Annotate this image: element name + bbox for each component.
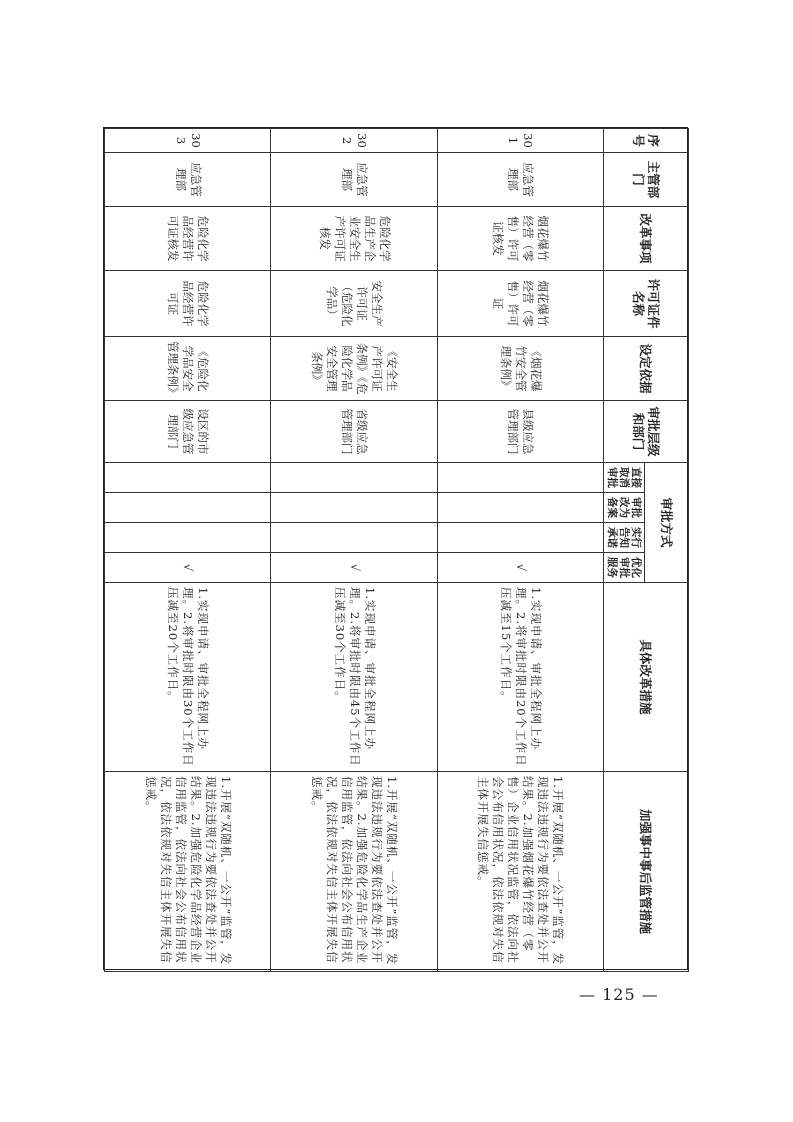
header-supervision: 加强事中事后监管措施 (604, 772, 689, 972)
cell-cancel (437, 463, 603, 493)
cell-item: 危险化学品经营许可证核发 (105, 207, 271, 271)
cell-basis: 《危险化学品安全管理条例》 (105, 337, 271, 401)
page-number: — 125 — (579, 985, 659, 1004)
cell-supervision: 1.开展“双随机、一公开”监管，发现违法违规行为要依法查处并公开结果。2.加强危险化学品经营企业信用监管，依法向社会公布信用状况，依法依规对失信主体开展失信惩戒。 (105, 772, 271, 972)
reform-table-rotated (104, 128, 689, 971)
cell-filing (271, 493, 437, 523)
cell-measures: 1.实现申请、审批全程网上办理。2.将审批时限由30个工作日压减至20个工作日。 (105, 583, 271, 772)
header-license: 许可证件名称 (604, 271, 689, 337)
cell-supervision: 1.开展“双随机、一公开”监管，发现违法违规行为要依法查处并公开结果。2.加强危险化学品生产企业信用监管，依法向社会公布信用状况，依法依规对失信主体开展失信惩戒。 (271, 772, 437, 972)
header-item: 改革事项 (604, 207, 689, 271)
cell-seq: 303 (105, 129, 271, 153)
cell-license: 危险化学品经营许可证 (105, 271, 271, 337)
header-optimize: 优化审批服务 (604, 553, 645, 583)
cell-notify (271, 523, 437, 553)
reform-table (104, 128, 689, 972)
header-approval-mode: 审批方式 (645, 463, 689, 583)
cell-cancel (271, 463, 437, 493)
cell-notify (437, 523, 603, 553)
header-basis: 设定依据 (604, 337, 689, 401)
cell-item: 烟花爆竹经营（零售）许可证核发 (437, 207, 603, 271)
cell-notify (105, 523, 271, 553)
header-cancel: 直接取消审批 (604, 463, 645, 493)
table-row (437, 129, 603, 972)
cell-filing (105, 493, 271, 523)
cell-seq: 301 (437, 129, 603, 153)
cell-basis: 《安全生产许可证条例》《危险化学品安全管理条例》 (271, 337, 437, 401)
table-frame (103, 127, 688, 970)
cell-seq: 302 (271, 129, 437, 153)
cell-filing (437, 493, 603, 523)
header-seq: 序号 (604, 129, 689, 153)
cell-level: 省级应急管理部门 (271, 401, 437, 463)
header-filing: 审批改为备案 (604, 493, 645, 523)
header-row-1 (645, 129, 689, 972)
cell-level: 设区的市级应急管理部门 (105, 401, 271, 463)
cell-level: 县级应急管理部门 (437, 401, 603, 463)
cell-license: 安全生产许可证（危险化学品） (271, 271, 437, 337)
cell-dept: 应急管理部 (105, 153, 271, 207)
cell-dept: 应急管理部 (271, 153, 437, 207)
table-row (271, 129, 437, 972)
header-level: 审批层级和部门 (604, 401, 689, 463)
cell-optimize-check: √ (105, 553, 271, 583)
cell-item: 危险化学品生产企业安全生产许可证核发 (271, 207, 437, 271)
cell-basis: 《烟花爆竹安全管理条例》 (437, 337, 603, 401)
header-dept: 主管部门 (604, 153, 689, 207)
cell-measures: 1.实现申请、审批全程网上办理。2.将审批时限由45个工作日压减至30个工作日。 (271, 583, 437, 772)
cell-measures: 1.实现申请、审批全程网上办理。2.将审批时限由20个工作日压减至15个工作日。 (437, 583, 603, 772)
cell-optimize-check: √ (437, 553, 603, 583)
cell-license: 烟花爆竹经营（零售）许可证 (437, 271, 603, 337)
header-measures: 具体改革措施 (604, 583, 689, 772)
cell-optimize-check: √ (271, 553, 437, 583)
cell-supervision: 1.开展“双随机、一公开”监管，发现违法违规行为要依法查处并公开结果。2.加强烟花爆竹经营（零售）企业信用状况监管，依法向社会公布信用状况，依法依规对失信主体开展失信惩戒。 (437, 772, 603, 972)
header-notify: 实行告知承诺 (604, 523, 645, 553)
table-row (105, 129, 271, 972)
cell-dept: 应急管理部 (437, 153, 603, 207)
cell-cancel (105, 463, 271, 493)
